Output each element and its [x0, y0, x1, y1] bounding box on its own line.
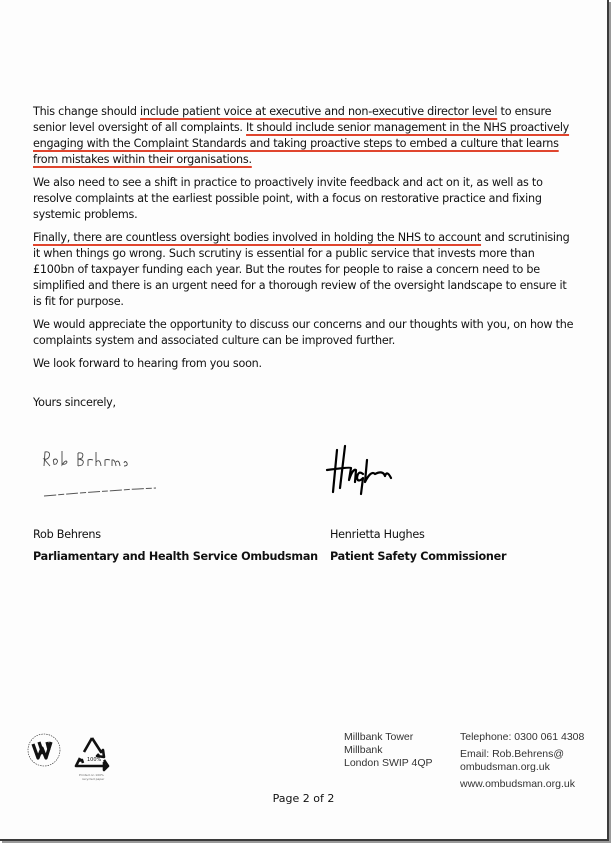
signatory-name: Henrietta Hughes: [330, 528, 425, 541]
text-segment: to ensure senior level oversight of all complaints.: [33, 105, 552, 134]
signatory-role: Patient Safety Commissioner: [330, 550, 507, 563]
footer-logos: [24, 730, 134, 795]
email-line-1[interactable]: Email: Rob.Behrens@: [460, 748, 565, 760]
paragraph: [33, 230, 578, 310]
svg-text:100%: 100%: [87, 757, 102, 763]
signatory-name: Rob Behrens: [33, 528, 101, 541]
text-segment: This change should: [33, 105, 141, 118]
highlighted-text: Finally, there are countless oversight bodies involved in holding the NHS to account: [33, 231, 482, 244]
svg-text:recycled paper: recycled paper: [82, 777, 105, 781]
page-number: Page 2 of 2: [272, 792, 335, 805]
text-segment: We would appreciate the opportunity to discuss our concerns and our thoughts with you, on how the complaints system and associated culture can be improved further.: [33, 318, 574, 347]
paragraph: [33, 175, 578, 223]
telephone: Telephone: 0300 061 4308: [460, 731, 585, 743]
email-line-2[interactable]: ombudsman.org.uk: [460, 761, 550, 773]
footer-contact: [460, 731, 584, 795]
address-line: London SWIP 4QP: [344, 757, 433, 769]
text-segment: We also need to see a shift in practice to proactively invite feedback and act on it, as well as to resolve complaints at the earliest possible point, with a focus on restorative practice and fixing systemic problems.: [33, 176, 543, 221]
closing: Yours sincerely,: [33, 396, 116, 409]
recycle-icon: [76, 738, 108, 781]
highlighted-text: It should include senior management in the NHS proactively engaging with the Complaint Standards and taking proactive steps to embed a culture that learns from mistakes within their organisations.: [33, 121, 570, 166]
letter-body: [33, 104, 578, 379]
signatory-henrietta-hughes: [330, 528, 506, 563]
address-line: Millbank: [344, 744, 383, 756]
paragraph: [33, 317, 578, 349]
signature-henrietta-hughes: [325, 440, 440, 500]
address-line: Millbank Tower: [344, 731, 414, 743]
website-link[interactable]: www.ombudsman.org.uk: [460, 778, 575, 790]
text-segment: and scrutinising it when things go wrong. Such scrutiny is essential for a public service that invests more than £100bn of taxpayer funding each year. But the routes for people to raise a concern need to be simplified and there is an urgent need for a thorough review of the oversight landscape to ensure it is fit for purpose.: [33, 231, 570, 308]
signatory-role: Parliamentary and Health Service Ombudsman: [33, 550, 318, 563]
paragraph: [33, 104, 578, 168]
footer-address: [344, 731, 433, 770]
paragraph: [33, 356, 578, 372]
text-segment: We look forward to hearing from you soon.: [33, 357, 262, 370]
highlighted-text: include patient voice at executive and non-executive director level: [140, 105, 498, 118]
signature-rob-behrens: [38, 446, 168, 506]
signatory-rob-behrens: [33, 528, 318, 563]
svg-text:Printed on 100%: Printed on 100%: [79, 773, 104, 777]
positive-about-disabled-people-icon: [28, 734, 60, 766]
